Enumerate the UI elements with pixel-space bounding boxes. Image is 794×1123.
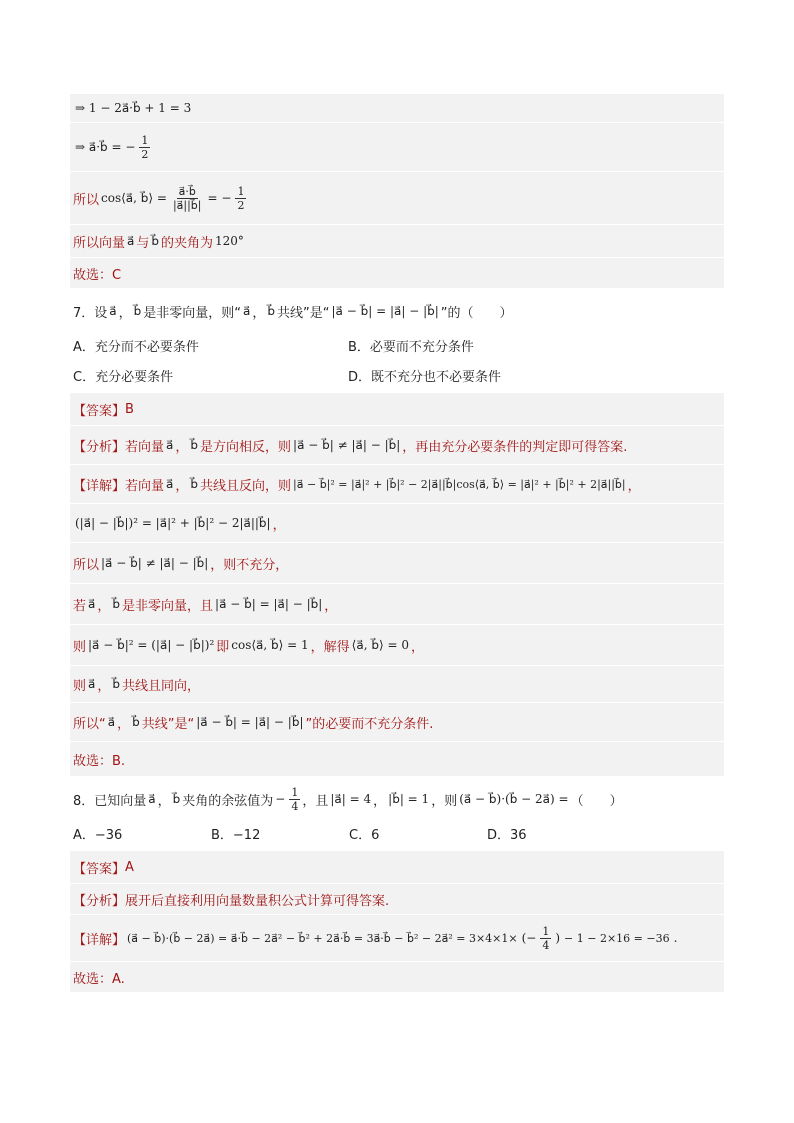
q8-stem: 8．已知向量 a⃗ ， b⃗ 夹角的余弦值为 − $\frac{1}{4}$ ，且 |a⃗| = 4 ， |b⃗| = 1 ，则 (a⃗ − b⃗)·(b⃗ − 2a⃗) = （ ） [73,785,623,813]
q8-options [70,821,724,851]
q7-detail-3: 所以 |a⃗ − b⃗| ≠ |a⃗| − |b⃗| ，则不充分， [70,543,724,584]
prev-math-cos: cos⟨a⃗, b⃗⟩ = [101,191,167,205]
q8-final: 故选：A. [70,962,724,993]
prev-math-1: ⇒ 1 − 2a⃗·b⃗ + 1 = 3 [75,101,192,115]
q7-final: 故选：B. [70,742,724,777]
prev-frac-1: $\frac{1}{2}$ [141,133,149,161]
q8-option-c: C．6 [349,828,380,843]
prev-line-1 [70,94,724,123]
q7-condition: |a⃗ − b⃗| = |a⃗| − |b⃗| [331,304,439,318]
prev-frac-cos: $\frac{a⃗\cdot b⃗}{|a⃗||b⃗|}$ [172,184,202,212]
q8-option-a: A．−36 [73,828,123,843]
q7-option-a: A．充分而不必要条件 [73,340,199,355]
q7-option-d: D．既不充分也不必要条件 [348,370,502,385]
q8-analysis: 【分析】 展开后直接利用向量数量积公式计算可得答案. [70,884,724,915]
q8-cos-frac: $\frac{1}{4}$ [291,785,299,813]
q7-detail-6: 则 a⃗ ， b⃗ 共线且同向， [70,666,724,703]
prev-frac-2: $\frac{1}{2}$ [237,184,245,212]
q8-option-b: B．−12 [211,828,261,843]
q7-detail-1: 【详解】 若向量 a⃗ ， b⃗ 共线且反向，则 |a⃗ − b⃗|² = |a⃗|² + |b⃗|² − 2|a⃗||b⃗|cos⟨a⃗, b⃗⟩ = |a⃗|² + |b⃗|² + 2|a⃗||b⃗| ， [70,465,724,504]
q8-solution-panel [70,851,724,993]
q7-analysis: 【分析】 若向量 a⃗ ， b⃗ 是方向相反，则 |a⃗ − b⃗| ≠ |a⃗| − |b⃗| ，再由充分必要条件的判定即可得答案. [70,426,724,465]
prev-solution-panel [70,94,724,289]
q8-option-d: D．36 [487,828,527,843]
prev-math-eq: = − [207,191,232,205]
prev-math-2: ⇒ a⃗·b⃗ = − [75,140,136,154]
q7-answer: 【答案】 B [70,393,724,426]
prev-line-2 [70,123,724,172]
q8-detail: 【详解】 (a⃗ − b⃗)·(b⃗ − 2a⃗) = a⃗·b⃗ − 2a⃗² − b⃗² + 2a⃗·b⃗ = 3a⃗·b⃗ − b⃗² − 2a⃗² = 3×4×1× (− $\frac{1}{4}$ ) − 1 − 2×16 = −36 . [70,915,724,962]
prev-text-so: 所以 [73,192,100,208]
q8-answer: 【答案】 A [70,851,724,884]
q7-option-b: B．必要而不充分条件 [348,340,474,355]
q7-detail-2: (|a⃗| − |b⃗|)² = |a⃗|² + |b⃗|² − 2|a⃗||b⃗| ， [70,504,724,543]
q7-option-c: C．充分必要条件 [73,370,174,385]
prev-line-4: 所以向量 a⃗ 与 b⃗ 的夹角为 120° [70,225,724,258]
q7-detail-7: 所以“ a⃗ ， b⃗ 共线”是“ |a⃗ − b⃗| = |a⃗| − |b⃗| ”的必要而不充分条件. [70,703,724,742]
q7-solution-panel [70,393,724,777]
page-content [70,94,724,993]
prev-final: 故选：C [70,258,724,289]
q7-options [70,333,724,393]
prev-line-3 [70,172,724,225]
q7-detail-5: 则 |a⃗ − b⃗|² = (|a⃗| − |b⃗|)² 即 cos⟨a⃗, b⃗⟩ = 1 ，解得 ⟨a⃗, b⃗⟩ = 0 ， [70,625,724,666]
q8-detail-frac: $\frac{1}{4}$ [542,924,550,952]
q7-stem: 7．设 a⃗ ， b⃗ 是非零向量，则“ a⃗ ， b⃗ 共线”是“ |a⃗ − b⃗| = |a⃗| − |b⃗| ”的（ ） [73,304,513,321]
q7-detail-4: 若 a⃗ ， b⃗ 是非零向量，且 |a⃗ − b⃗| = |a⃗| − |b⃗| ， [70,584,724,625]
